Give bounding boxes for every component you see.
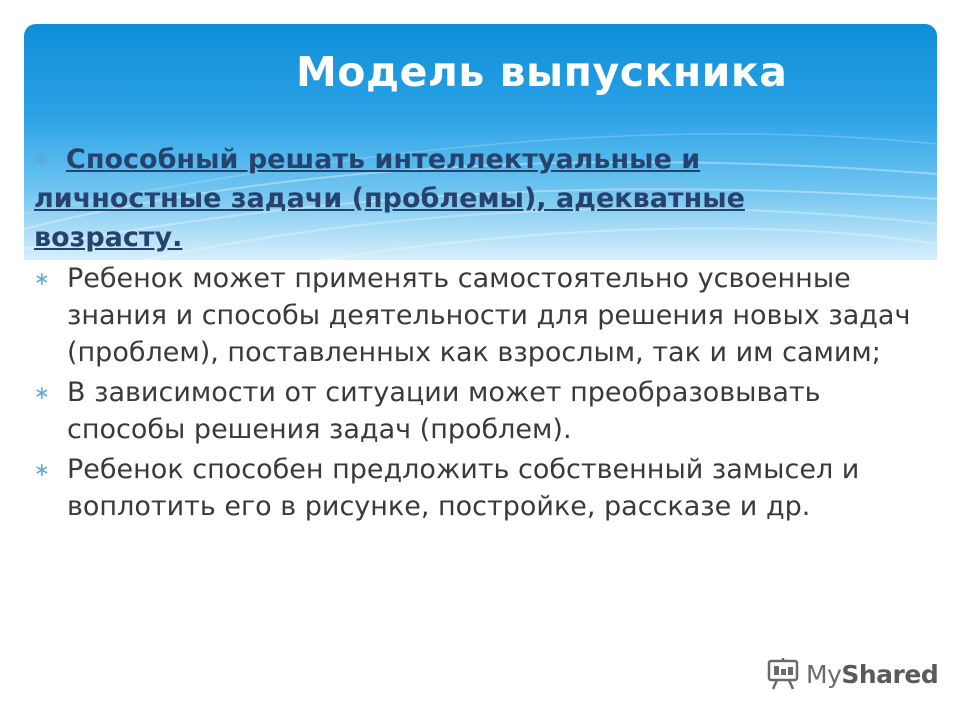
bullet-icon: ∗: [34, 268, 50, 290]
bullet-icon: ∗: [34, 148, 50, 170]
watermark-text: [806, 660, 938, 689]
brand-part-1: My: [806, 659, 842, 689]
slide-title: Модель выпускника: [296, 48, 788, 96]
bullet-item-1: [34, 260, 924, 371]
bullet-icon: ∗: [34, 459, 50, 481]
bullet-icon: ∗: [34, 382, 50, 404]
lead-statement: [34, 140, 924, 257]
lead-line-2-rest: (проблемы), адекватные: [351, 183, 745, 214]
bullet-text: В зависимости от ситуации может преобразовывать способы решения задач (проблем).: [67, 377, 821, 445]
bullet-text: Ребенок способен предложить собственный замысел и воплотить его в рисунке, постройке, рассказе и др.: [67, 454, 860, 522]
lead-line-2-underlined: личностные задачи: [34, 183, 352, 214]
slide-content: [34, 140, 924, 525]
lead-line-3: возрасту.: [34, 222, 183, 253]
bullet-item-2: [34, 374, 924, 448]
bullet-item-3: [34, 451, 924, 525]
watermark-logo: [766, 655, 938, 693]
bullet-text: Ребенок может применять самостоятельно усвоенные знания и способы деятельности для решения новых задач (проблем), поставленных как взрослым, так и им самим;: [67, 263, 911, 368]
lead-line-1: Способный решать интеллектуальные и: [66, 144, 701, 175]
presentation-board-icon: [766, 657, 800, 691]
brand-part-2: Shared: [841, 659, 939, 689]
